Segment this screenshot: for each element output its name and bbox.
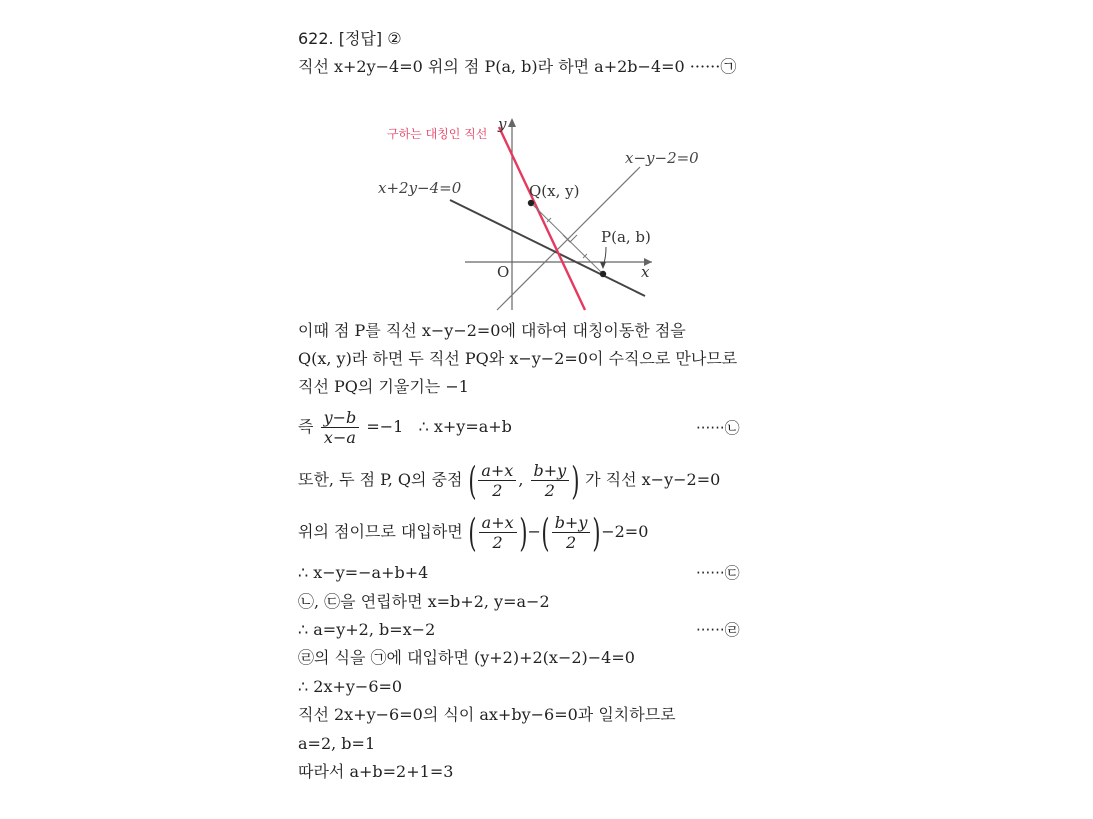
- fraction-denominator: x−a: [323, 428, 356, 447]
- paren-close: ): [518, 510, 528, 555]
- text-line-11: ㉣의 식을 ㉠에 대입하면 (y+2)+2(x−2)−4=0: [298, 648, 635, 667]
- text-line-4: 직선 PQ의 기울기는 −1: [298, 377, 469, 396]
- fraction-denominator: 2: [565, 533, 577, 552]
- fraction-numerator: y−b: [321, 408, 360, 428]
- point-q: [528, 200, 534, 206]
- y-axis-arrow-icon: [508, 118, 516, 127]
- problem-title: 622. [정답] ②: [298, 29, 402, 48]
- fraction-numerator: b+y: [552, 513, 591, 533]
- line7-suffix: −2=0: [601, 522, 649, 541]
- line6-suffix: 가 직선 x−y−2=0: [585, 470, 721, 489]
- fraction-numerator: a+x: [478, 461, 516, 481]
- label-x: x: [641, 263, 650, 281]
- text-line-7: 위의 점이므로 대입하면 ( $\frac{a+x}{2}$ )−( $\frac{b+y}{2}$ )−2=0: [298, 510, 649, 555]
- text-line-6: 또한, 두 점 P, Q의 중점 ( $\frac{a+x}{2}$ , $\frac{b+y}{2}$ ) 가 직선 x−y−2=0: [298, 458, 721, 503]
- line6-prefix: 또한, 두 점 P, Q의 중점: [298, 470, 463, 489]
- fraction-denominator: 2: [492, 533, 503, 552]
- paren-open: (: [468, 510, 477, 555]
- fraction-sub-x: [479, 513, 517, 552]
- text-line-14: a=2, b=1: [298, 734, 376, 753]
- fraction-mid-x: [478, 461, 516, 500]
- text-line-3: Q(x, y)라 하면 두 직선 PQ와 x−y−2=0이 수직으로 만나므로: [298, 349, 738, 368]
- tag-3: ······㉢: [696, 564, 740, 582]
- line-x-plus-2y: [450, 200, 645, 296]
- fraction-mid-y: [531, 461, 570, 500]
- fraction-denominator: 2: [492, 481, 503, 500]
- fraction-slope: [321, 408, 360, 447]
- label-q: Q(x, y): [529, 182, 580, 200]
- paren-open: (: [467, 458, 477, 503]
- line5-prefix: 즉: [298, 417, 314, 436]
- fraction-numerator: b+y: [531, 461, 570, 481]
- paren-open: (: [541, 510, 550, 555]
- line5-rest: =−1 ∴ x+y=a+b: [366, 417, 512, 436]
- label-line2: x+2y−4=0: [378, 179, 462, 197]
- text-line-13: 직선 2x+y−6=0의 식이 ax+by−6=0과 일치하므로: [298, 705, 676, 724]
- text-line-12: ∴ 2x+y−6=0: [298, 677, 403, 696]
- fraction-denominator: 2: [544, 481, 555, 500]
- coordinate-figure: [375, 110, 720, 315]
- paren-close: ): [571, 458, 580, 503]
- text-line-1: 직선 x+2y−4=0 위의 점 P(a, b)라 하면 a+2b−4=0 ······㉠: [298, 57, 737, 76]
- label-o: O: [497, 263, 510, 281]
- text-line-5: [298, 406, 512, 448]
- text-line-9: ㉡, ㉢을 연립하면 x=b+2, y=a−2: [298, 592, 550, 611]
- tag-4: ······㉣: [696, 621, 740, 639]
- point-p: [600, 271, 606, 277]
- text-line-2: 이때 점 P를 직선 x−y−2=0에 대하여 대칭이동한 점을: [298, 321, 686, 340]
- label-p: P(a, b): [601, 228, 651, 246]
- text-line-15: 따라서 a+b=2+1=3: [298, 762, 454, 781]
- text-line-10: ∴ a=y+2, b=x−2: [298, 620, 436, 639]
- fraction-numerator: a+x: [479, 513, 517, 533]
- label-line1: x−y−2=0: [625, 149, 699, 167]
- fraction-sub-y: [552, 513, 591, 552]
- pointer-arrow-head-icon: [600, 262, 606, 269]
- text-line-8: ∴ x−y=−a+b+4: [298, 563, 429, 582]
- paren-close: ): [592, 510, 601, 555]
- tag-2: ······㉡: [696, 419, 740, 437]
- line7-prefix: 위의 점이므로 대입하면: [298, 522, 463, 541]
- label-y: y: [498, 115, 507, 133]
- label-symmetric: 구하는 대칭인 직선: [387, 127, 488, 141]
